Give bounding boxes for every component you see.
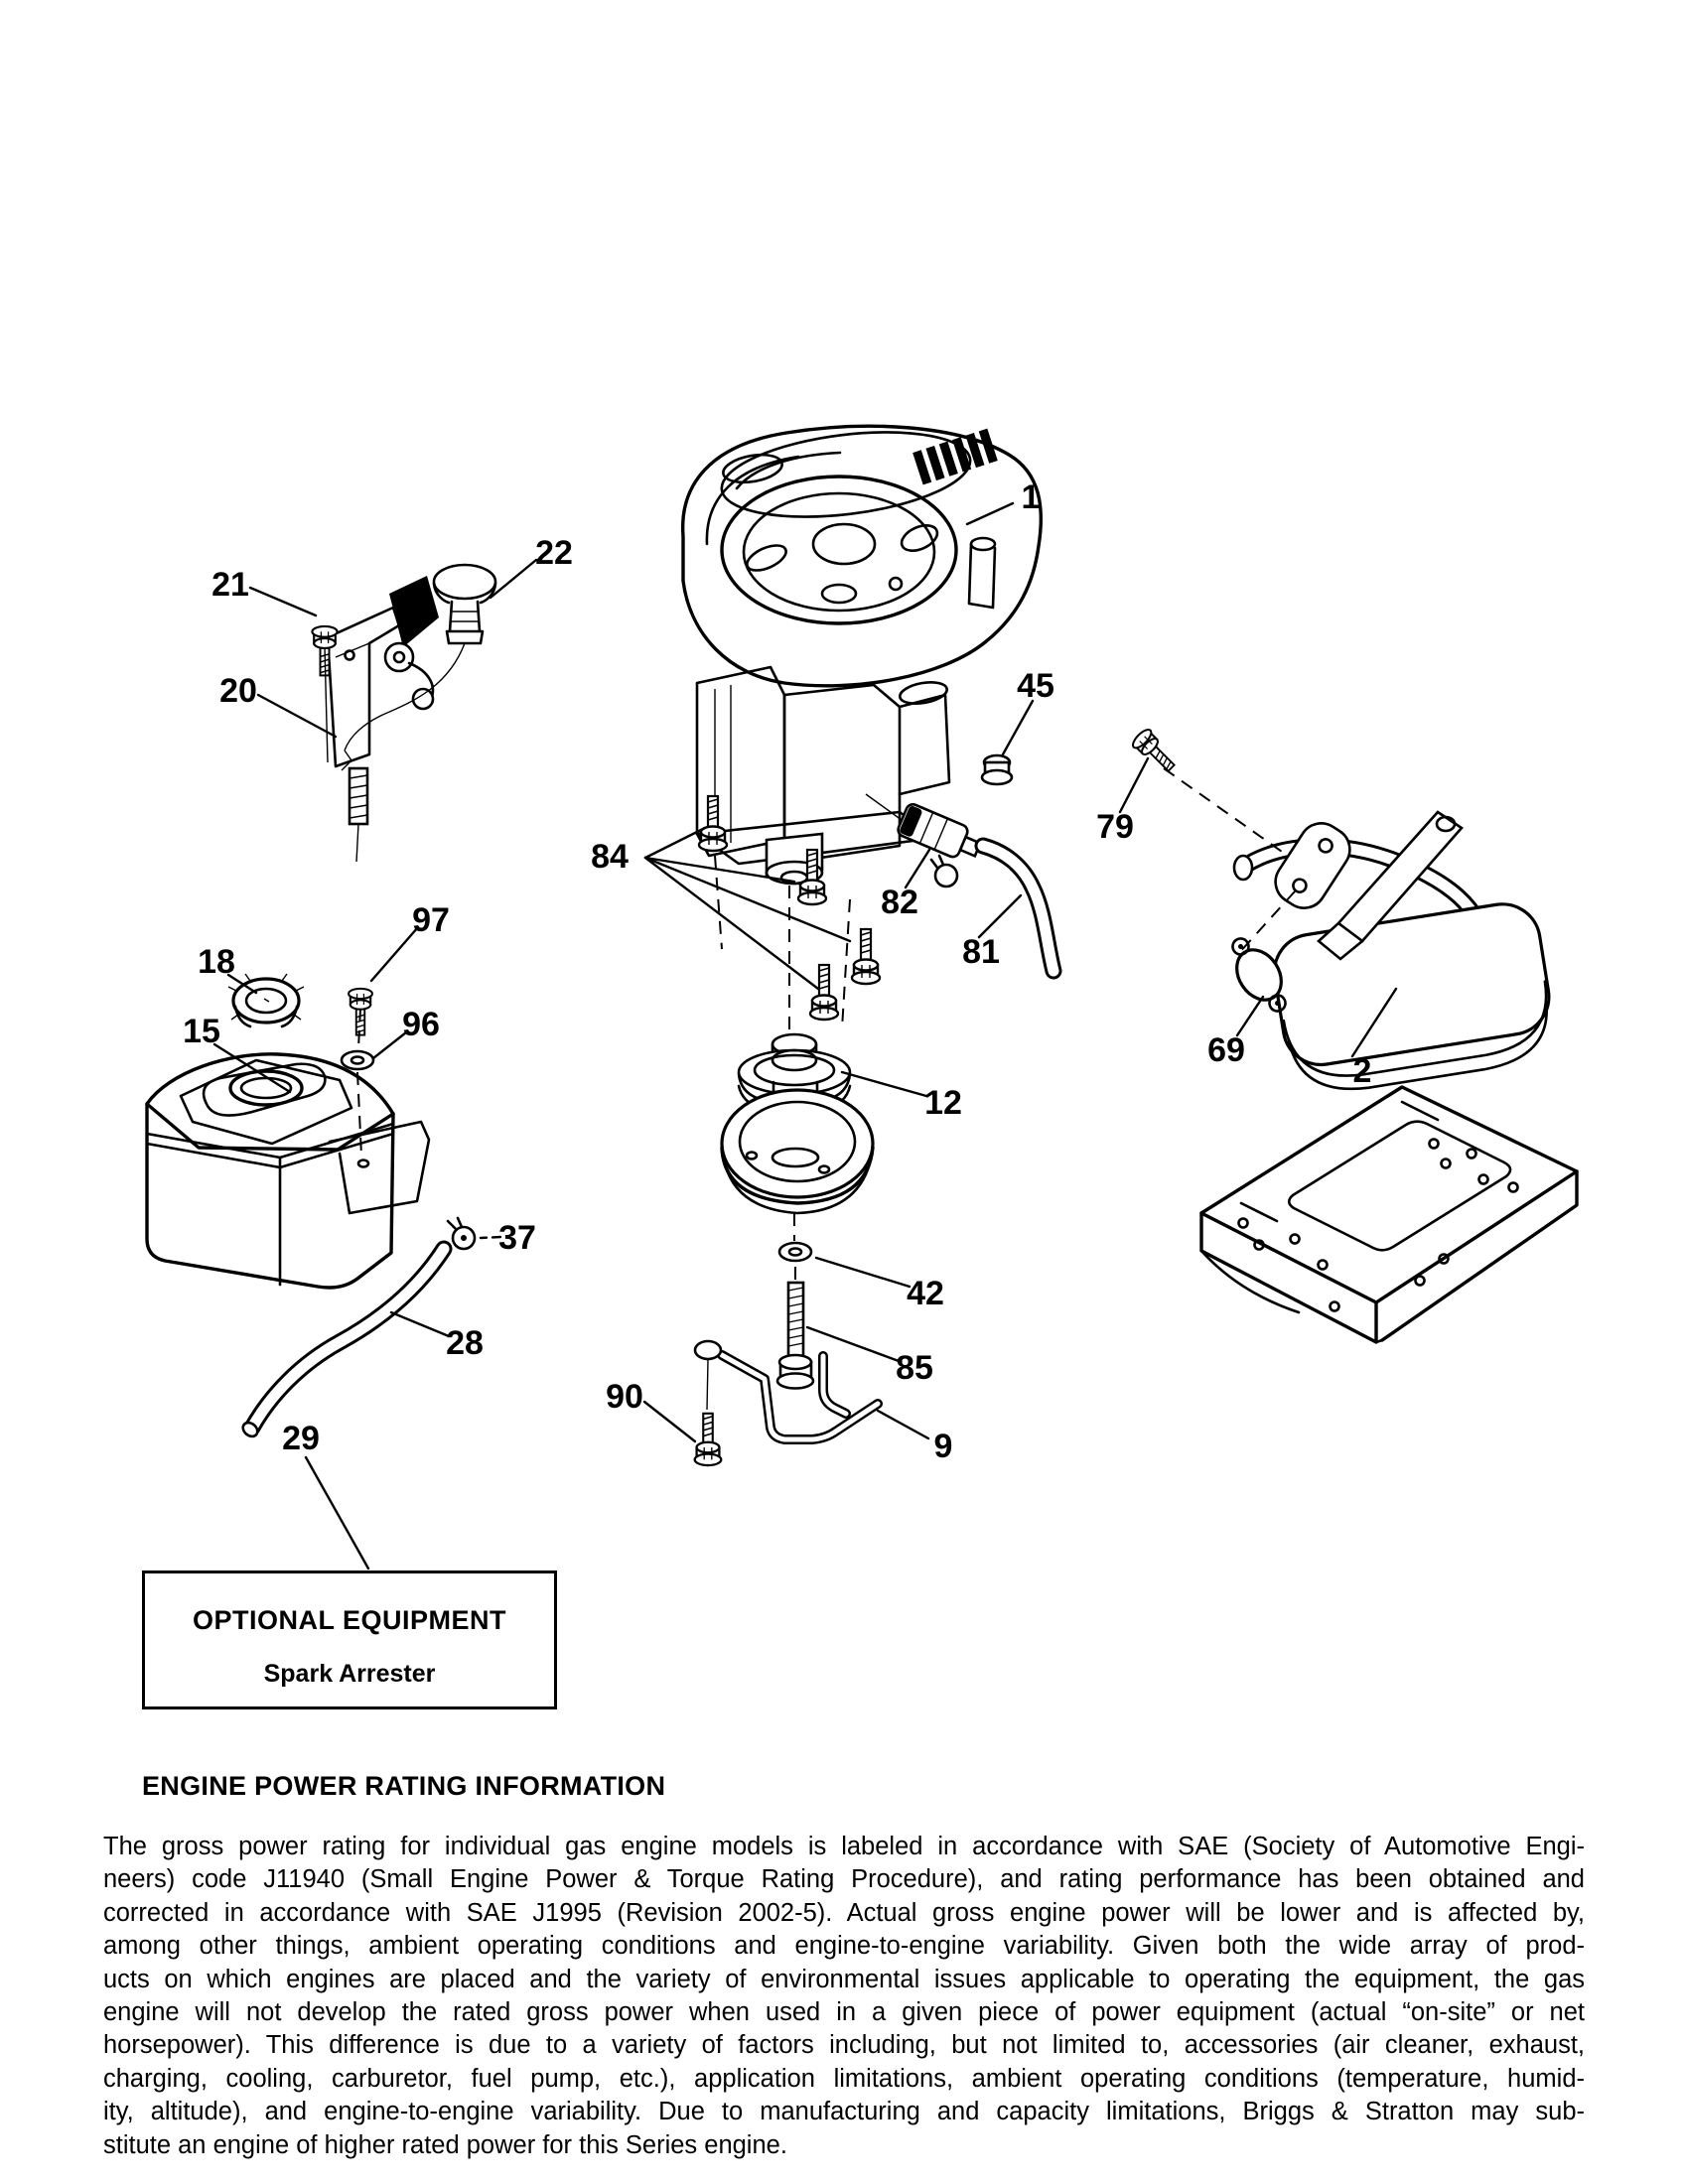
paragraph-line: stitute an engine of higher rated power for this Series engine. <box>103 2130 787 2159</box>
callout-20: 20 <box>219 672 257 710</box>
callout-45: 45 <box>1017 667 1054 705</box>
callout-81: 81 <box>962 933 1000 971</box>
power-rating-heading: ENGINE POWER RATING INFORMATION <box>142 1771 666 1801</box>
callout-1: 1 <box>1021 478 1041 516</box>
callout-84: 84 <box>591 838 629 876</box>
pulley-art <box>722 1034 873 1213</box>
paragraph-line: corrected in accordance with SAE J1995 (Revision 2002-5). Actual gross engine power will be lower and is affected by, <box>103 1898 1585 1927</box>
bracket-bolt-art <box>695 1414 722 1465</box>
paragraph-line: neers) code J11940 (Small Engine Power & Torque Rating Procedure), and rating performance has been obtained and <box>103 1865 1585 1894</box>
callout-82: 82 <box>881 884 918 921</box>
filter-clamp-art <box>931 856 957 887</box>
callout-labels <box>183 478 1371 1465</box>
hose-clamp-art <box>448 1218 475 1249</box>
flange-nut-art <box>982 755 1012 784</box>
paragraph-line: among other things, ambient operating conditions and engine-to-engine variability. Given both the wide array of prod- <box>103 1932 1585 1961</box>
callout-90: 90 <box>606 1378 643 1416</box>
callout-96: 96 <box>402 1006 440 1043</box>
callout-2: 2 <box>1352 1052 1372 1090</box>
callout-18: 18 <box>198 943 235 981</box>
paragraph-line: charging, cooling, carburetor, fuel pump, etc.), application limitations, ambient operating conditions (temperature, humid- <box>103 2064 1585 2093</box>
engine-assembly-art <box>683 420 1042 884</box>
callout-69: 69 <box>1207 1031 1245 1069</box>
callout-97: 97 <box>412 901 450 939</box>
paragraph-line: The gross power rating for individual gas engine models is labeled in accordance with SAE (Society of Automotive Engi- <box>103 1833 1585 1860</box>
power-rating-paragraph <box>103 1831 1585 2162</box>
paragraph-line: ucts on which engines are placed and the variety of environmental issues applicable to operating the equipment, the gas <box>103 1965 1585 1993</box>
callout-9: 9 <box>933 1428 953 1465</box>
mounting-plate-art <box>1201 1087 1577 1342</box>
optional-equipment-title: OPTIONAL EQUIPMENT <box>192 1605 507 1635</box>
callout-22: 22 <box>535 534 573 572</box>
optional-equipment-box <box>142 1570 557 1709</box>
pulley-bolt-art <box>777 1283 813 1389</box>
paragraph-line: engine will not develop the rated gross power when used in a given piece of power equipment (actual “on-site” or net <box>103 1998 1585 2027</box>
callout-21: 21 <box>211 566 249 604</box>
callout-42: 42 <box>907 1275 944 1312</box>
callout-12: 12 <box>924 1084 962 1122</box>
callout-28: 28 <box>446 1324 484 1362</box>
spark-arrester-label: Spark Arrester <box>263 1660 436 1688</box>
paragraph-line: horsepower). This difference is due to a variety of factors including, but not limited to, accessories (air cleaner, exhaust, <box>103 2031 1585 2060</box>
callout-79: 79 <box>1096 808 1134 846</box>
callout-29: 29 <box>282 1420 320 1457</box>
washer-art <box>779 1243 811 1261</box>
callout-15: 15 <box>183 1013 220 1050</box>
paragraph-line: ity, altitude), and engine-to-engine variability. Due to manufacturing and capacity limitations, Briggs & Stratton may sub- <box>103 2098 1585 2126</box>
muffler-bolt-art <box>1130 727 1180 776</box>
fuel-tank-art <box>147 1054 429 1288</box>
callout-37: 37 <box>498 1219 536 1257</box>
callout-85: 85 <box>896 1349 933 1387</box>
